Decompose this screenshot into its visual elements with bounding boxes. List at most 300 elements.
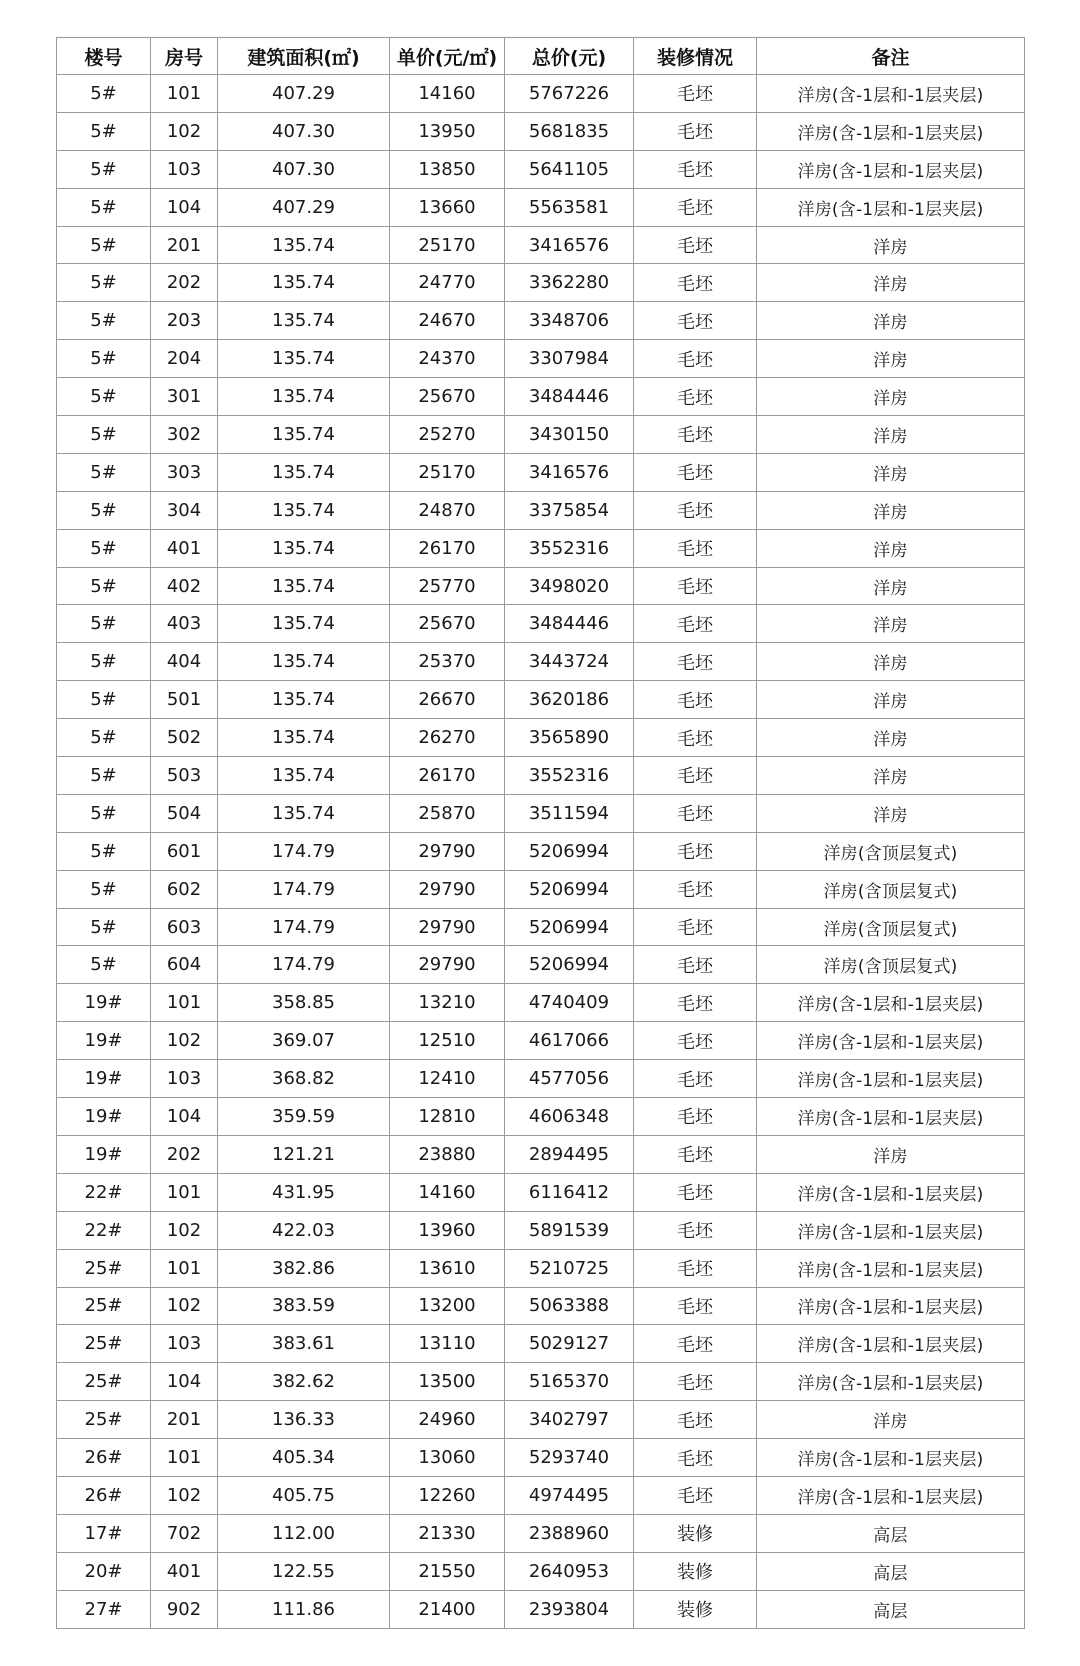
decoration-cell: 毛坯 (634, 491, 757, 529)
decoration-cell: 毛坯 (634, 984, 757, 1022)
total-price-cell: 3443724 (505, 643, 634, 681)
area-cell: 407.30 (218, 112, 390, 150)
decoration-cell: 毛坯 (634, 1401, 757, 1439)
building-cell: 22# (57, 1173, 151, 1211)
building-cell: 5# (57, 150, 151, 188)
unit-cell: 102 (151, 1022, 218, 1060)
total-price-cell: 2640953 (505, 1552, 634, 1590)
remark-cell: 洋房(含-1层和-1层夹层) (757, 1287, 1025, 1325)
unit-cell: 501 (151, 681, 218, 719)
remark-cell: 洋房(含-1层和-1层夹层) (757, 1363, 1025, 1401)
header-decoration: 装修情况 (634, 38, 757, 75)
remark-cell: 洋房 (757, 567, 1025, 605)
unit-cell: 502 (151, 719, 218, 757)
building-cell: 5# (57, 416, 151, 454)
building-cell: 25# (57, 1363, 151, 1401)
total-price-cell: 2894495 (505, 1135, 634, 1173)
building-cell: 5# (57, 567, 151, 605)
area-cell: 174.79 (218, 832, 390, 870)
unit-price-cell: 25170 (390, 226, 505, 264)
building-cell: 5# (57, 719, 151, 757)
decoration-cell: 毛坯 (634, 416, 757, 454)
table-row (57, 1552, 1025, 1590)
remark-cell: 洋房 (757, 340, 1025, 378)
remark-cell: 洋房 (757, 529, 1025, 567)
table-row (57, 757, 1025, 795)
remark-cell: 洋房 (757, 605, 1025, 643)
total-price-cell: 5206994 (505, 870, 634, 908)
unit-price-cell: 26170 (390, 529, 505, 567)
unit-price-cell: 13660 (390, 188, 505, 226)
unit-price-cell: 13850 (390, 150, 505, 188)
table-row (57, 832, 1025, 870)
unit-cell: 203 (151, 302, 218, 340)
area-cell: 111.86 (218, 1590, 390, 1628)
unit-cell: 404 (151, 643, 218, 681)
building-cell: 5# (57, 188, 151, 226)
area-cell: 382.86 (218, 1249, 390, 1287)
total-price-cell: 4974495 (505, 1476, 634, 1514)
unit-price-cell: 13110 (390, 1325, 505, 1363)
remark-cell: 洋房(含-1层和-1层夹层) (757, 150, 1025, 188)
area-cell: 135.74 (218, 416, 390, 454)
area-cell: 122.55 (218, 1552, 390, 1590)
table-row (57, 1173, 1025, 1211)
decoration-cell: 毛坯 (634, 150, 757, 188)
total-price-cell: 3307984 (505, 340, 634, 378)
decoration-cell: 毛坯 (634, 112, 757, 150)
decoration-cell: 毛坯 (634, 567, 757, 605)
total-price-cell: 5165370 (505, 1363, 634, 1401)
table-row (57, 150, 1025, 188)
area-cell: 135.74 (218, 681, 390, 719)
building-cell: 5# (57, 264, 151, 302)
remark-cell: 洋房 (757, 378, 1025, 416)
decoration-cell: 毛坯 (634, 340, 757, 378)
total-price-cell: 3498020 (505, 567, 634, 605)
unit-price-cell: 24870 (390, 491, 505, 529)
unit-cell: 102 (151, 112, 218, 150)
total-price-cell: 2393804 (505, 1590, 634, 1628)
area-cell: 369.07 (218, 1022, 390, 1060)
price-table (56, 37, 1025, 1629)
building-cell: 5# (57, 908, 151, 946)
remark-cell: 洋房(含-1层和-1层夹层) (757, 1249, 1025, 1287)
header-area: 建筑面积(㎡) (218, 38, 390, 75)
unit-cell: 401 (151, 1552, 218, 1590)
unit-price-cell: 24670 (390, 302, 505, 340)
total-price-cell: 5210725 (505, 1249, 634, 1287)
remark-cell: 洋房 (757, 681, 1025, 719)
unit-cell: 103 (151, 1325, 218, 1363)
total-price-cell: 5206994 (505, 946, 634, 984)
table-row (57, 188, 1025, 226)
table-row (57, 1476, 1025, 1514)
total-price-cell: 6116412 (505, 1173, 634, 1211)
remark-cell: 洋房(含-1层和-1层夹层) (757, 1022, 1025, 1060)
unit-price-cell: 12260 (390, 1476, 505, 1514)
decoration-cell: 毛坯 (634, 226, 757, 264)
decoration-cell: 毛坯 (634, 1439, 757, 1477)
area-cell: 405.75 (218, 1476, 390, 1514)
decoration-cell: 毛坯 (634, 1476, 757, 1514)
decoration-cell: 毛坯 (634, 643, 757, 681)
unit-price-cell: 29790 (390, 832, 505, 870)
table-row (57, 226, 1025, 264)
unit-cell: 401 (151, 529, 218, 567)
building-cell: 22# (57, 1211, 151, 1249)
table-row (57, 1211, 1025, 1249)
remark-cell: 洋房 (757, 643, 1025, 681)
unit-price-cell: 23880 (390, 1135, 505, 1173)
area-cell: 383.61 (218, 1325, 390, 1363)
decoration-cell: 毛坯 (634, 1173, 757, 1211)
unit-cell: 102 (151, 1211, 218, 1249)
unit-cell: 604 (151, 946, 218, 984)
area-cell: 407.30 (218, 150, 390, 188)
total-price-cell: 5563581 (505, 188, 634, 226)
decoration-cell: 毛坯 (634, 794, 757, 832)
table-row (57, 643, 1025, 681)
area-cell: 112.00 (218, 1514, 390, 1552)
building-cell: 19# (57, 1060, 151, 1098)
table-row (57, 605, 1025, 643)
unit-price-cell: 21550 (390, 1552, 505, 1590)
remark-cell: 洋房(含顶层复式) (757, 870, 1025, 908)
unit-price-cell: 21330 (390, 1514, 505, 1552)
decoration-cell: 毛坯 (634, 1022, 757, 1060)
area-cell: 135.74 (218, 794, 390, 832)
table-row (57, 1363, 1025, 1401)
building-cell: 5# (57, 946, 151, 984)
unit-price-cell: 29790 (390, 946, 505, 984)
building-cell: 5# (57, 302, 151, 340)
unit-price-cell: 25270 (390, 416, 505, 454)
remark-cell: 洋房 (757, 491, 1025, 529)
table-body (57, 75, 1025, 1629)
remark-cell: 洋房(含顶层复式) (757, 908, 1025, 946)
remark-cell: 洋房 (757, 1401, 1025, 1439)
total-price-cell: 3416576 (505, 226, 634, 264)
remark-cell: 洋房 (757, 302, 1025, 340)
table-row (57, 453, 1025, 491)
building-cell: 5# (57, 491, 151, 529)
remark-cell: 洋房(含-1层和-1层夹层) (757, 1439, 1025, 1477)
table-row (57, 378, 1025, 416)
unit-cell: 101 (151, 984, 218, 1022)
remark-cell: 高层 (757, 1590, 1025, 1628)
table-row (57, 794, 1025, 832)
area-cell: 135.74 (218, 719, 390, 757)
building-cell: 19# (57, 1022, 151, 1060)
remark-cell: 洋房(含-1层和-1层夹层) (757, 984, 1025, 1022)
area-cell: 382.62 (218, 1363, 390, 1401)
building-cell: 5# (57, 870, 151, 908)
total-price-cell: 4577056 (505, 1060, 634, 1098)
remark-cell: 高层 (757, 1514, 1025, 1552)
remark-cell: 洋房(含顶层复式) (757, 946, 1025, 984)
unit-cell: 101 (151, 75, 218, 113)
table-row (57, 1022, 1025, 1060)
building-cell: 5# (57, 681, 151, 719)
decoration-cell: 毛坯 (634, 870, 757, 908)
decoration-cell: 毛坯 (634, 908, 757, 946)
decoration-cell: 毛坯 (634, 453, 757, 491)
table-row (57, 1401, 1025, 1439)
unit-cell: 201 (151, 1401, 218, 1439)
decoration-cell: 毛坯 (634, 1098, 757, 1136)
area-cell: 359.59 (218, 1098, 390, 1136)
area-cell: 135.74 (218, 302, 390, 340)
total-price-cell: 5891539 (505, 1211, 634, 1249)
building-cell: 5# (57, 112, 151, 150)
unit-price-cell: 29790 (390, 870, 505, 908)
area-cell: 431.95 (218, 1173, 390, 1211)
total-price-cell: 3484446 (505, 378, 634, 416)
decoration-cell: 装修 (634, 1552, 757, 1590)
table-row (57, 567, 1025, 605)
building-cell: 5# (57, 832, 151, 870)
building-cell: 5# (57, 794, 151, 832)
price-list-sheet (56, 37, 1024, 1629)
unit-cell: 601 (151, 832, 218, 870)
decoration-cell: 毛坯 (634, 946, 757, 984)
area-cell: 135.74 (218, 605, 390, 643)
remark-cell: 洋房(含-1层和-1层夹层) (757, 112, 1025, 150)
unit-price-cell: 14160 (390, 75, 505, 113)
building-cell: 25# (57, 1287, 151, 1325)
unit-cell: 303 (151, 453, 218, 491)
building-cell: 25# (57, 1325, 151, 1363)
decoration-cell: 毛坯 (634, 378, 757, 416)
unit-price-cell: 24370 (390, 340, 505, 378)
total-price-cell: 4740409 (505, 984, 634, 1022)
total-price-cell: 3362280 (505, 264, 634, 302)
remark-cell: 洋房(含-1层和-1层夹层) (757, 1173, 1025, 1211)
unit-price-cell: 12410 (390, 1060, 505, 1098)
building-cell: 5# (57, 757, 151, 795)
total-price-cell: 5206994 (505, 832, 634, 870)
decoration-cell: 毛坯 (634, 1211, 757, 1249)
total-price-cell: 3430150 (505, 416, 634, 454)
unit-cell: 503 (151, 757, 218, 795)
unit-cell: 204 (151, 340, 218, 378)
remark-cell: 洋房(含-1层和-1层夹层) (757, 188, 1025, 226)
unit-price-cell: 25670 (390, 605, 505, 643)
unit-cell: 202 (151, 1135, 218, 1173)
building-cell: 5# (57, 75, 151, 113)
area-cell: 135.74 (218, 529, 390, 567)
remark-cell: 洋房 (757, 1135, 1025, 1173)
total-price-cell: 3484446 (505, 605, 634, 643)
unit-price-cell: 25170 (390, 453, 505, 491)
building-cell: 25# (57, 1249, 151, 1287)
decoration-cell: 毛坯 (634, 719, 757, 757)
unit-price-cell: 13950 (390, 112, 505, 150)
decoration-cell: 毛坯 (634, 1060, 757, 1098)
total-price-cell: 3552316 (505, 757, 634, 795)
area-cell: 135.74 (218, 567, 390, 605)
table-row (57, 340, 1025, 378)
table-row (57, 1325, 1025, 1363)
unit-price-cell: 13960 (390, 1211, 505, 1249)
unit-price-cell: 25370 (390, 643, 505, 681)
table-row (57, 416, 1025, 454)
unit-cell: 603 (151, 908, 218, 946)
unit-price-cell: 26670 (390, 681, 505, 719)
table-row (57, 302, 1025, 340)
table-row (57, 1439, 1025, 1477)
unit-cell: 602 (151, 870, 218, 908)
total-price-cell: 4617066 (505, 1022, 634, 1060)
building-cell: 5# (57, 340, 151, 378)
table-row (57, 946, 1025, 984)
area-cell: 358.85 (218, 984, 390, 1022)
decoration-cell: 毛坯 (634, 832, 757, 870)
decoration-cell: 毛坯 (634, 188, 757, 226)
unit-cell: 104 (151, 1363, 218, 1401)
total-price-cell: 3375854 (505, 491, 634, 529)
area-cell: 135.74 (218, 757, 390, 795)
decoration-cell: 毛坯 (634, 605, 757, 643)
area-cell: 383.59 (218, 1287, 390, 1325)
area-cell: 135.74 (218, 226, 390, 264)
building-cell: 27# (57, 1590, 151, 1628)
unit-price-cell: 13200 (390, 1287, 505, 1325)
table-row (57, 75, 1025, 113)
total-price-cell: 5029127 (505, 1325, 634, 1363)
total-price-cell: 5681835 (505, 112, 634, 150)
remark-cell: 洋房(含-1层和-1层夹层) (757, 1060, 1025, 1098)
decoration-cell: 毛坯 (634, 1249, 757, 1287)
area-cell: 174.79 (218, 870, 390, 908)
total-price-cell: 5767226 (505, 75, 634, 113)
unit-price-cell: 13500 (390, 1363, 505, 1401)
unit-cell: 504 (151, 794, 218, 832)
unit-cell: 302 (151, 416, 218, 454)
area-cell: 135.74 (218, 264, 390, 302)
table-row (57, 1287, 1025, 1325)
unit-cell: 101 (151, 1249, 218, 1287)
area-cell: 407.29 (218, 188, 390, 226)
building-cell: 5# (57, 643, 151, 681)
unit-cell: 101 (151, 1439, 218, 1477)
remark-cell: 洋房 (757, 226, 1025, 264)
unit-cell: 103 (151, 150, 218, 188)
building-cell: 5# (57, 605, 151, 643)
unit-price-cell: 29790 (390, 908, 505, 946)
unit-cell: 102 (151, 1287, 218, 1325)
unit-cell: 101 (151, 1173, 218, 1211)
building-cell: 26# (57, 1439, 151, 1477)
remark-cell: 高层 (757, 1552, 1025, 1590)
decoration-cell: 毛坯 (634, 529, 757, 567)
unit-price-cell: 24770 (390, 264, 505, 302)
total-price-cell: 3348706 (505, 302, 634, 340)
unit-cell: 402 (151, 567, 218, 605)
building-cell: 26# (57, 1476, 151, 1514)
table-row (57, 984, 1025, 1022)
table-row (57, 1098, 1025, 1136)
unit-price-cell: 13610 (390, 1249, 505, 1287)
building-cell: 5# (57, 378, 151, 416)
total-price-cell: 3511594 (505, 794, 634, 832)
header-total-price: 总价(元) (505, 38, 634, 75)
area-cell: 422.03 (218, 1211, 390, 1249)
total-price-cell: 3416576 (505, 453, 634, 491)
decoration-cell: 毛坯 (634, 757, 757, 795)
table-row (57, 491, 1025, 529)
table-row (57, 264, 1025, 302)
unit-price-cell: 13210 (390, 984, 505, 1022)
building-cell: 19# (57, 1098, 151, 1136)
remark-cell: 洋房(含-1层和-1层夹层) (757, 1098, 1025, 1136)
decoration-cell: 毛坯 (634, 302, 757, 340)
remark-cell: 洋房(含-1层和-1层夹层) (757, 1476, 1025, 1514)
building-cell: 19# (57, 1135, 151, 1173)
unit-cell: 103 (151, 1060, 218, 1098)
unit-price-cell: 12510 (390, 1022, 505, 1060)
decoration-cell: 毛坯 (634, 264, 757, 302)
table-row (57, 1249, 1025, 1287)
table-row (57, 1514, 1025, 1552)
table-row (57, 719, 1025, 757)
building-cell: 25# (57, 1401, 151, 1439)
total-price-cell: 4606348 (505, 1098, 634, 1136)
building-cell: 20# (57, 1552, 151, 1590)
total-price-cell: 5293740 (505, 1439, 634, 1477)
remark-cell: 洋房 (757, 264, 1025, 302)
unit-cell: 104 (151, 188, 218, 226)
unit-price-cell: 24960 (390, 1401, 505, 1439)
unit-price-cell: 26170 (390, 757, 505, 795)
unit-cell: 304 (151, 491, 218, 529)
header-unit: 房号 (151, 38, 218, 75)
decoration-cell: 装修 (634, 1514, 757, 1552)
unit-cell: 702 (151, 1514, 218, 1552)
remark-cell: 洋房 (757, 719, 1025, 757)
total-price-cell: 3620186 (505, 681, 634, 719)
total-price-cell: 5063388 (505, 1287, 634, 1325)
area-cell: 135.74 (218, 378, 390, 416)
unit-cell: 102 (151, 1476, 218, 1514)
remark-cell: 洋房 (757, 453, 1025, 491)
table-row (57, 870, 1025, 908)
unit-price-cell: 12810 (390, 1098, 505, 1136)
table-row (57, 1060, 1025, 1098)
unit-cell: 902 (151, 1590, 218, 1628)
table-row (57, 908, 1025, 946)
table-row (57, 529, 1025, 567)
area-cell: 135.74 (218, 491, 390, 529)
area-cell: 368.82 (218, 1060, 390, 1098)
area-cell: 136.33 (218, 1401, 390, 1439)
decoration-cell: 毛坯 (634, 681, 757, 719)
total-price-cell: 2388960 (505, 1514, 634, 1552)
building-cell: 17# (57, 1514, 151, 1552)
unit-price-cell: 14160 (390, 1173, 505, 1211)
decoration-cell: 毛坯 (634, 1325, 757, 1363)
building-cell: 5# (57, 453, 151, 491)
header-unit-price: 单价(元/㎡) (390, 38, 505, 75)
area-cell: 407.29 (218, 75, 390, 113)
remark-cell: 洋房(含顶层复式) (757, 832, 1025, 870)
table-row (57, 1135, 1025, 1173)
building-cell: 19# (57, 984, 151, 1022)
area-cell: 174.79 (218, 908, 390, 946)
total-price-cell: 3402797 (505, 1401, 634, 1439)
area-cell: 174.79 (218, 946, 390, 984)
